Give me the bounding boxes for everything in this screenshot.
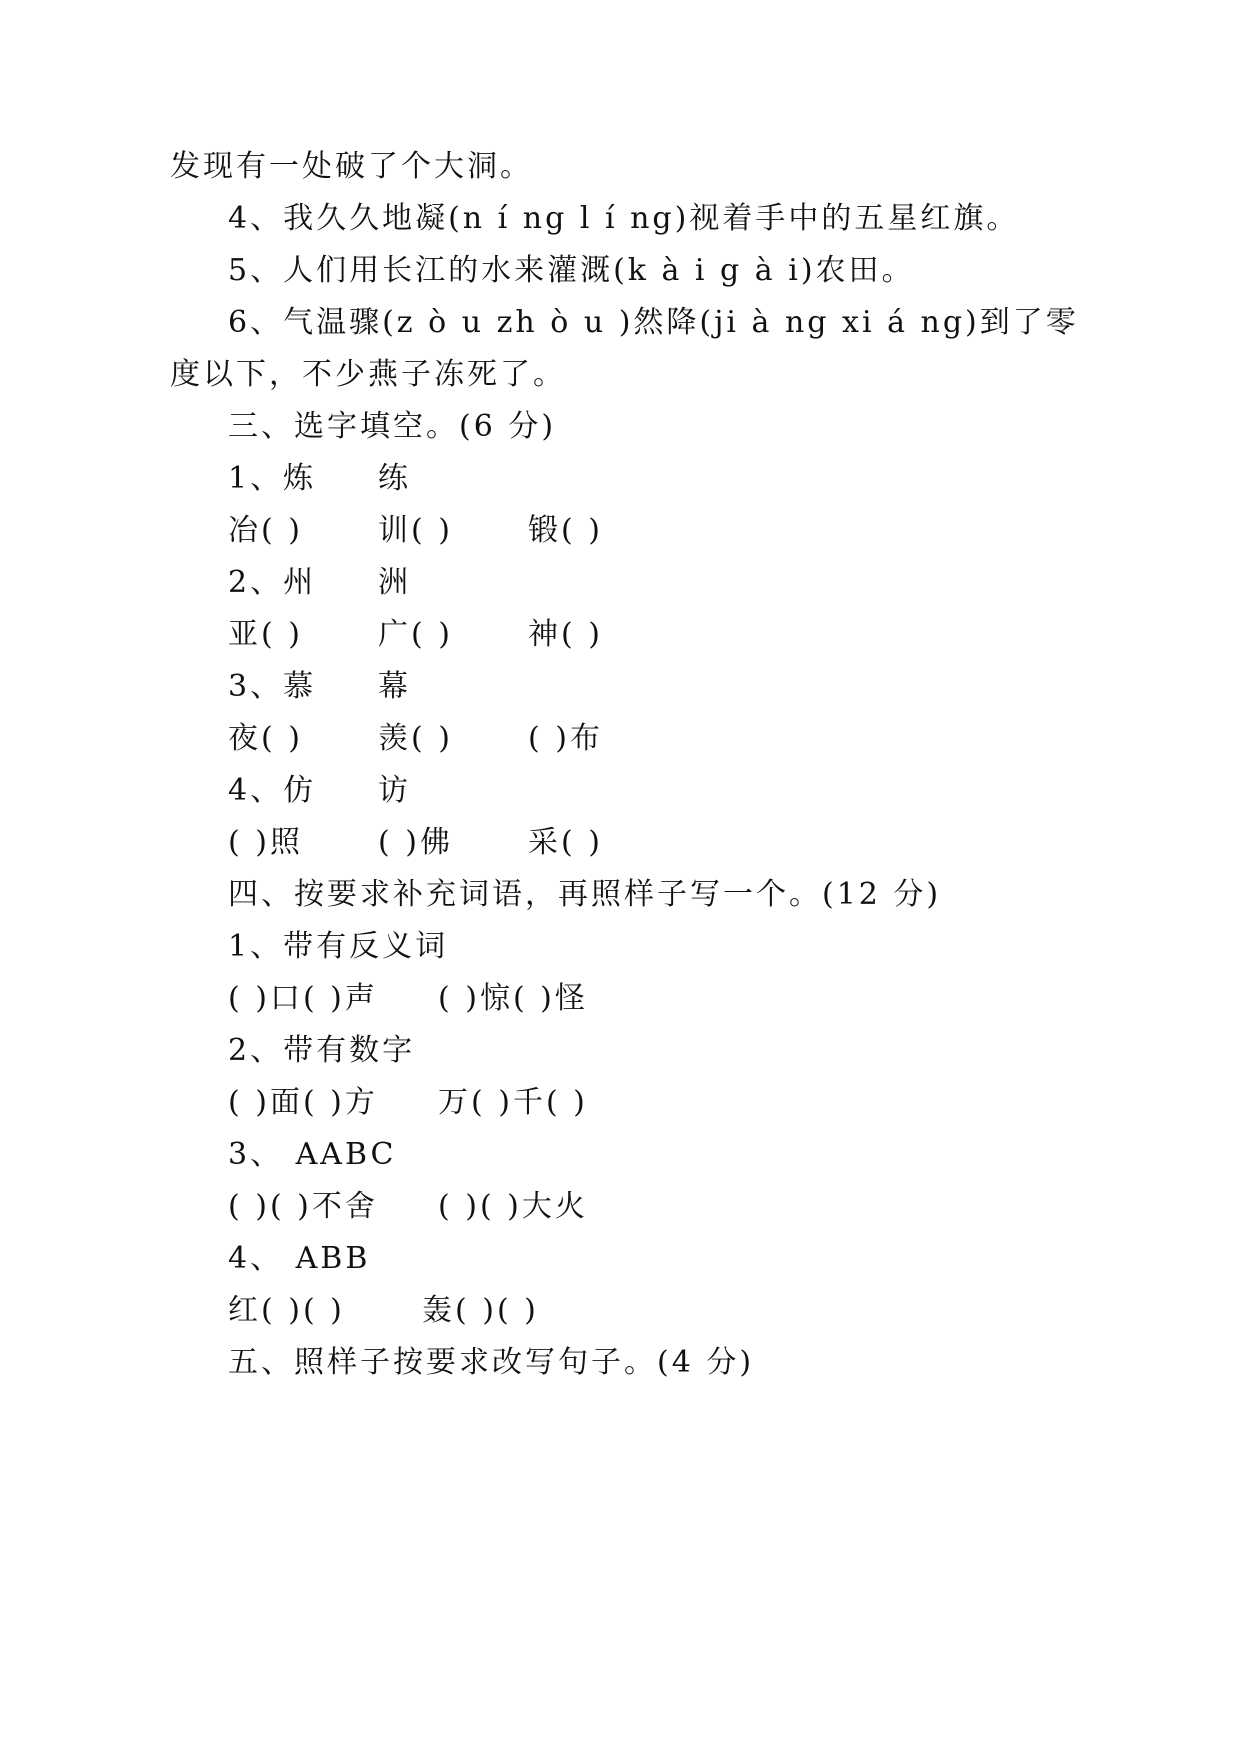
blank-item: ( )( )大火	[438, 1189, 588, 1224]
blank-item: ( )( )不舍	[228, 1189, 378, 1224]
blank-item: 亚( )	[228, 617, 303, 652]
section-heading	[0, 873, 1241, 917]
line-text: 4、我久久地凝(n í ng l í ng)视着手中的五星红旗。	[228, 201, 1020, 236]
line-text: 1、带有反义词	[228, 929, 449, 964]
section-title: 四、按要求补充词语，再照样子写一个。(12 分)	[228, 877, 942, 912]
option-char: 1、炼	[228, 461, 317, 496]
option-char: 幕	[378, 669, 411, 704]
answer-line	[0, 509, 1241, 553]
blank-item: 训( )	[378, 513, 453, 548]
line-text: 6、气温骤(z ò u zh ò u )然降(ji à ng xi á ng)到了零	[228, 305, 1079, 340]
line-text: 2、带有数字	[228, 1033, 416, 1068]
blank-item: ( )佛	[378, 825, 453, 860]
question-line	[0, 1237, 1241, 1281]
question-line	[0, 457, 1241, 501]
blank-item: 红( )( )	[228, 1293, 345, 1328]
section-heading	[0, 1341, 1241, 1385]
blank-item: 轰( )( )	[422, 1293, 539, 1328]
blank-item: ( )惊( )怪	[438, 981, 588, 1016]
blank-item: 神( )	[528, 617, 603, 652]
answer-line	[0, 821, 1241, 865]
answer-line	[0, 977, 1241, 1021]
question-line	[0, 925, 1241, 969]
answer-line	[0, 1289, 1241, 1333]
blank-item: 冶( )	[228, 513, 303, 548]
blank-item: 万( )千( )	[438, 1085, 588, 1120]
question-line	[0, 665, 1241, 709]
blank-item: 羡( )	[378, 721, 453, 756]
question-line	[0, 561, 1241, 605]
blank-item: 广( )	[378, 617, 453, 652]
blank-item: 采( )	[528, 825, 603, 860]
section-title: 三、选字填空。(6 分)	[228, 409, 557, 444]
line-text: 5、人们用长江的水来灌溉(k à i g à i)农田。	[228, 253, 915, 288]
blank-item: 夜( )	[228, 721, 303, 756]
option-char: 2、州	[228, 565, 317, 600]
option-char: 3、慕	[228, 669, 317, 704]
question-line	[0, 249, 1241, 293]
answer-line	[0, 1185, 1241, 1229]
option-char: 洲	[378, 565, 411, 600]
blank-item: ( )照	[228, 825, 303, 860]
blank-item: ( )面( )方	[228, 1085, 378, 1120]
option-char: 练	[378, 461, 411, 496]
text-line	[0, 353, 1241, 397]
answer-line	[0, 1081, 1241, 1125]
question-line	[0, 1133, 1241, 1177]
section-title: 五、照样子按要求改写句子。(4 分)	[228, 1345, 755, 1380]
answer-line	[0, 717, 1241, 761]
question-line	[0, 197, 1241, 241]
blank-item: ( )口( )声	[228, 981, 378, 1016]
option-char: 访	[378, 773, 411, 808]
question-line	[0, 769, 1241, 813]
question-line	[0, 1029, 1241, 1073]
line-text: 3、 AABC	[228, 1137, 397, 1172]
answer-line	[0, 613, 1241, 657]
line-text: 4、 ABB	[228, 1241, 371, 1276]
text-line	[0, 145, 1241, 189]
option-char: 4、仿	[228, 773, 317, 808]
question-line	[0, 301, 1241, 345]
line-text: 发现有一处破了个大洞。	[170, 149, 533, 184]
section-heading	[0, 405, 1241, 449]
line-text: 度以下，不少燕子冻死了。	[170, 357, 566, 392]
blank-item: ( )布	[528, 721, 603, 756]
blank-item: 锻( )	[528, 513, 603, 548]
